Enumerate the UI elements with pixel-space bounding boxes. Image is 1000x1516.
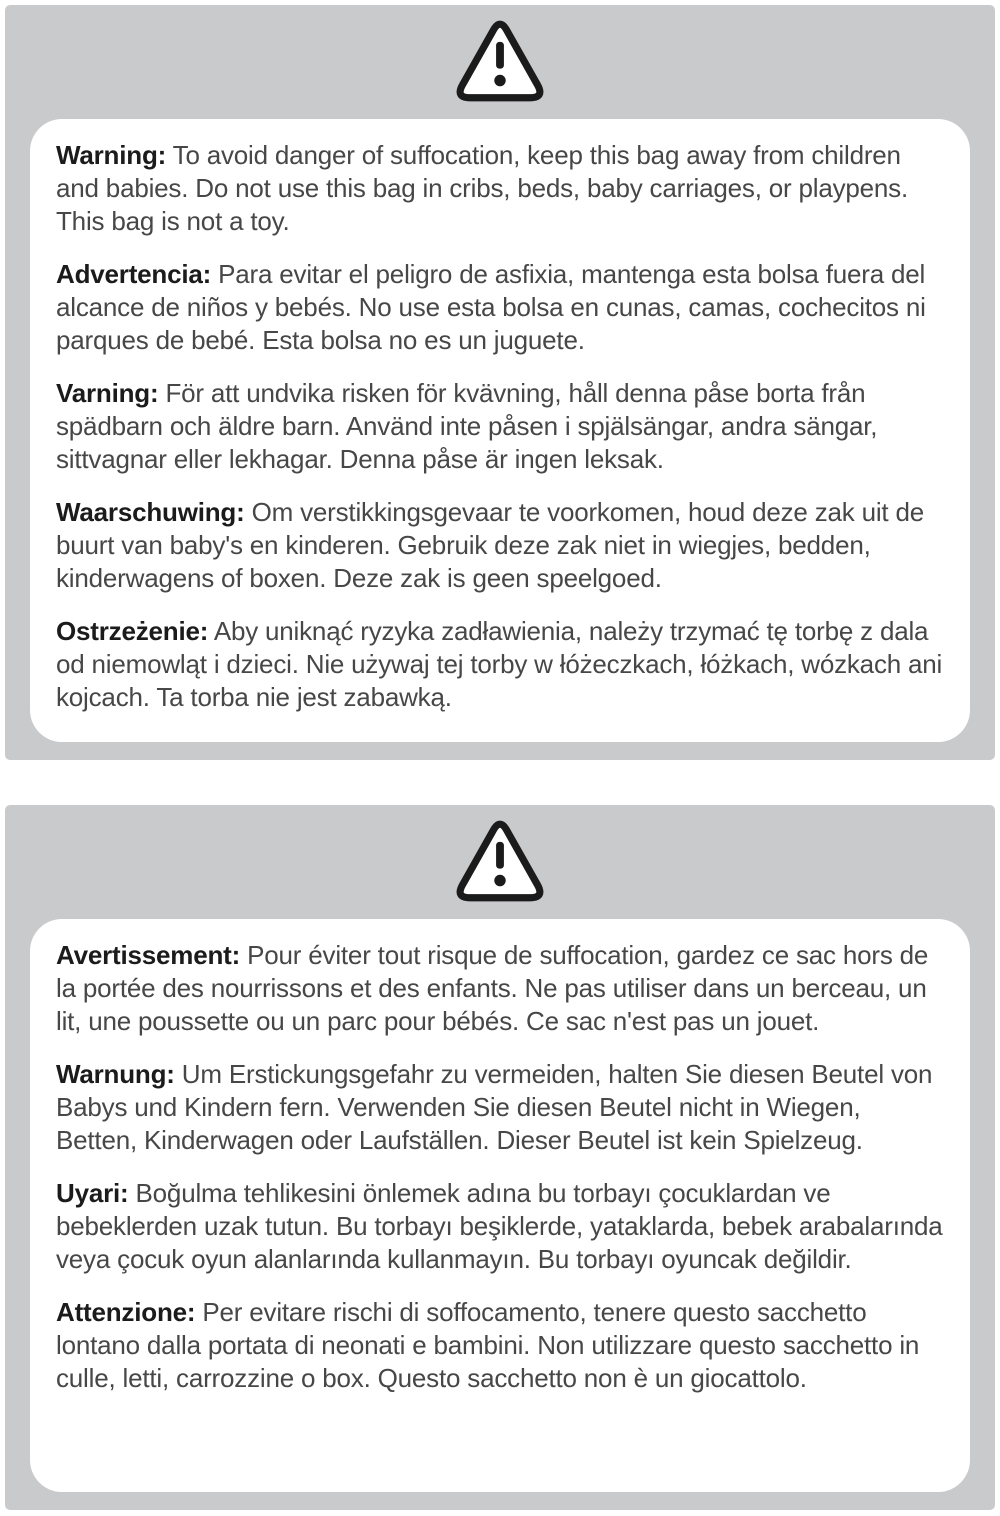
warning-text: Om verstikkingsgevaar te voorkomen, houd deze zak uit de buurt van baby's en kinderen. Gebruik deze zak niet in wiegjes, bedden, kinderwagens of boxen. Deze zak is geen speelgoed. [56,497,924,593]
warning-paragraph [56,1296,944,1395]
warning-paragraph [56,139,944,238]
warning-card-2 [30,919,970,1492]
warning-language-label: Avertissement: [56,940,241,970]
warning-paragraph [56,615,944,714]
warning-paragraph [56,377,944,476]
warning-triangle-icon [452,817,548,903]
warning-language-label: Advertencia: [56,259,212,289]
warning-language-label: Warning: [56,140,167,170]
warning-text: Para evitar el peligro de asfixia, mantenga esta bolsa fuera del alcance de niños y bebés. No use esta bolsa en cunas, camas, cochecitos ni parques de bebé. Esta bolsa no es un juguete. [56,259,926,355]
warning-text: Boğulma tehlikesini önlemek adına bu torbayı çocuklardan ve bebeklerden uzak tutun. Bu torbayı beşiklerde, yataklarda, bebek arabalarında veya çocuk oyun alanlarında kullanmayın. Bu torbayı oyuncak değildir. [56,1178,943,1274]
warning-text: För att undvika risken för kvävning, håll denna påse borta från spädbarn och äldre barn. Använd inte påsen i spjälsängar, andra sängar, sittvagnar eller lekhagar. Denna påse är ingen leksak. [56,378,878,474]
warning-text: To avoid danger of suffocation, keep this bag away from children and babies. Do not use this bag in cribs, beds, baby carriages, or playpens. This bag is not a toy. [56,140,908,236]
warning-paragraph [56,1177,944,1276]
warning-paragraph [56,496,944,595]
warning-paragraph [56,1058,944,1157]
warning-language-label: Attenzione: [56,1297,196,1327]
warning-text: Pour éviter tout risque de suffocation, gardez ce sac hors de la portée des nourrissons et des enfants. Ne pas utiliser dans un berceau, un lit, une poussette ou un parc pour bébés. Ce sac n'est pas un jouet. [56,940,929,1036]
warning-language-label: Warnung: [56,1059,175,1089]
warning-language-label: Varning: [56,378,159,408]
warning-panel-2 [5,805,995,1510]
warning-language-label: Uyari: [56,1178,129,1208]
warning-text: Per evitare rischi di soffocamento, tenere questo sacchetto lontano dalla portata di neonati e bambini. Non utilizzare questo sacchetto in culle, letti, carrozzine o box. Questo sacchetto non è un giocattolo. [56,1297,920,1393]
warning-language-label: Waarschuwing: [56,497,245,527]
warning-triangle-icon [452,17,548,103]
warning-paragraph [56,258,944,357]
warning-text: Aby uniknąć ryzyka zadławienia, należy trzymać tę torbę z dala od niemowląt i dzieci. Nie używaj tej torby w łóżeczkach, łóżkach, wózkach ani kojcach. Ta torba nie jest zabawką. [56,616,943,712]
warning-text: Um Erstickungsgefahr zu vermeiden, halten Sie diesen Beutel von Babys und Kindern fern. Verwenden Sie diesen Beutel nicht in Wiegen, Betten, Kinderwagen oder Laufställen. Dieser Beutel ist kein Spielzeug. [56,1059,933,1155]
warning-paragraph [56,939,944,1038]
warning-language-label: Ostrzeżenie: [56,616,209,646]
warning-panel-1 [5,5,995,760]
warning-card-1 [30,119,970,742]
